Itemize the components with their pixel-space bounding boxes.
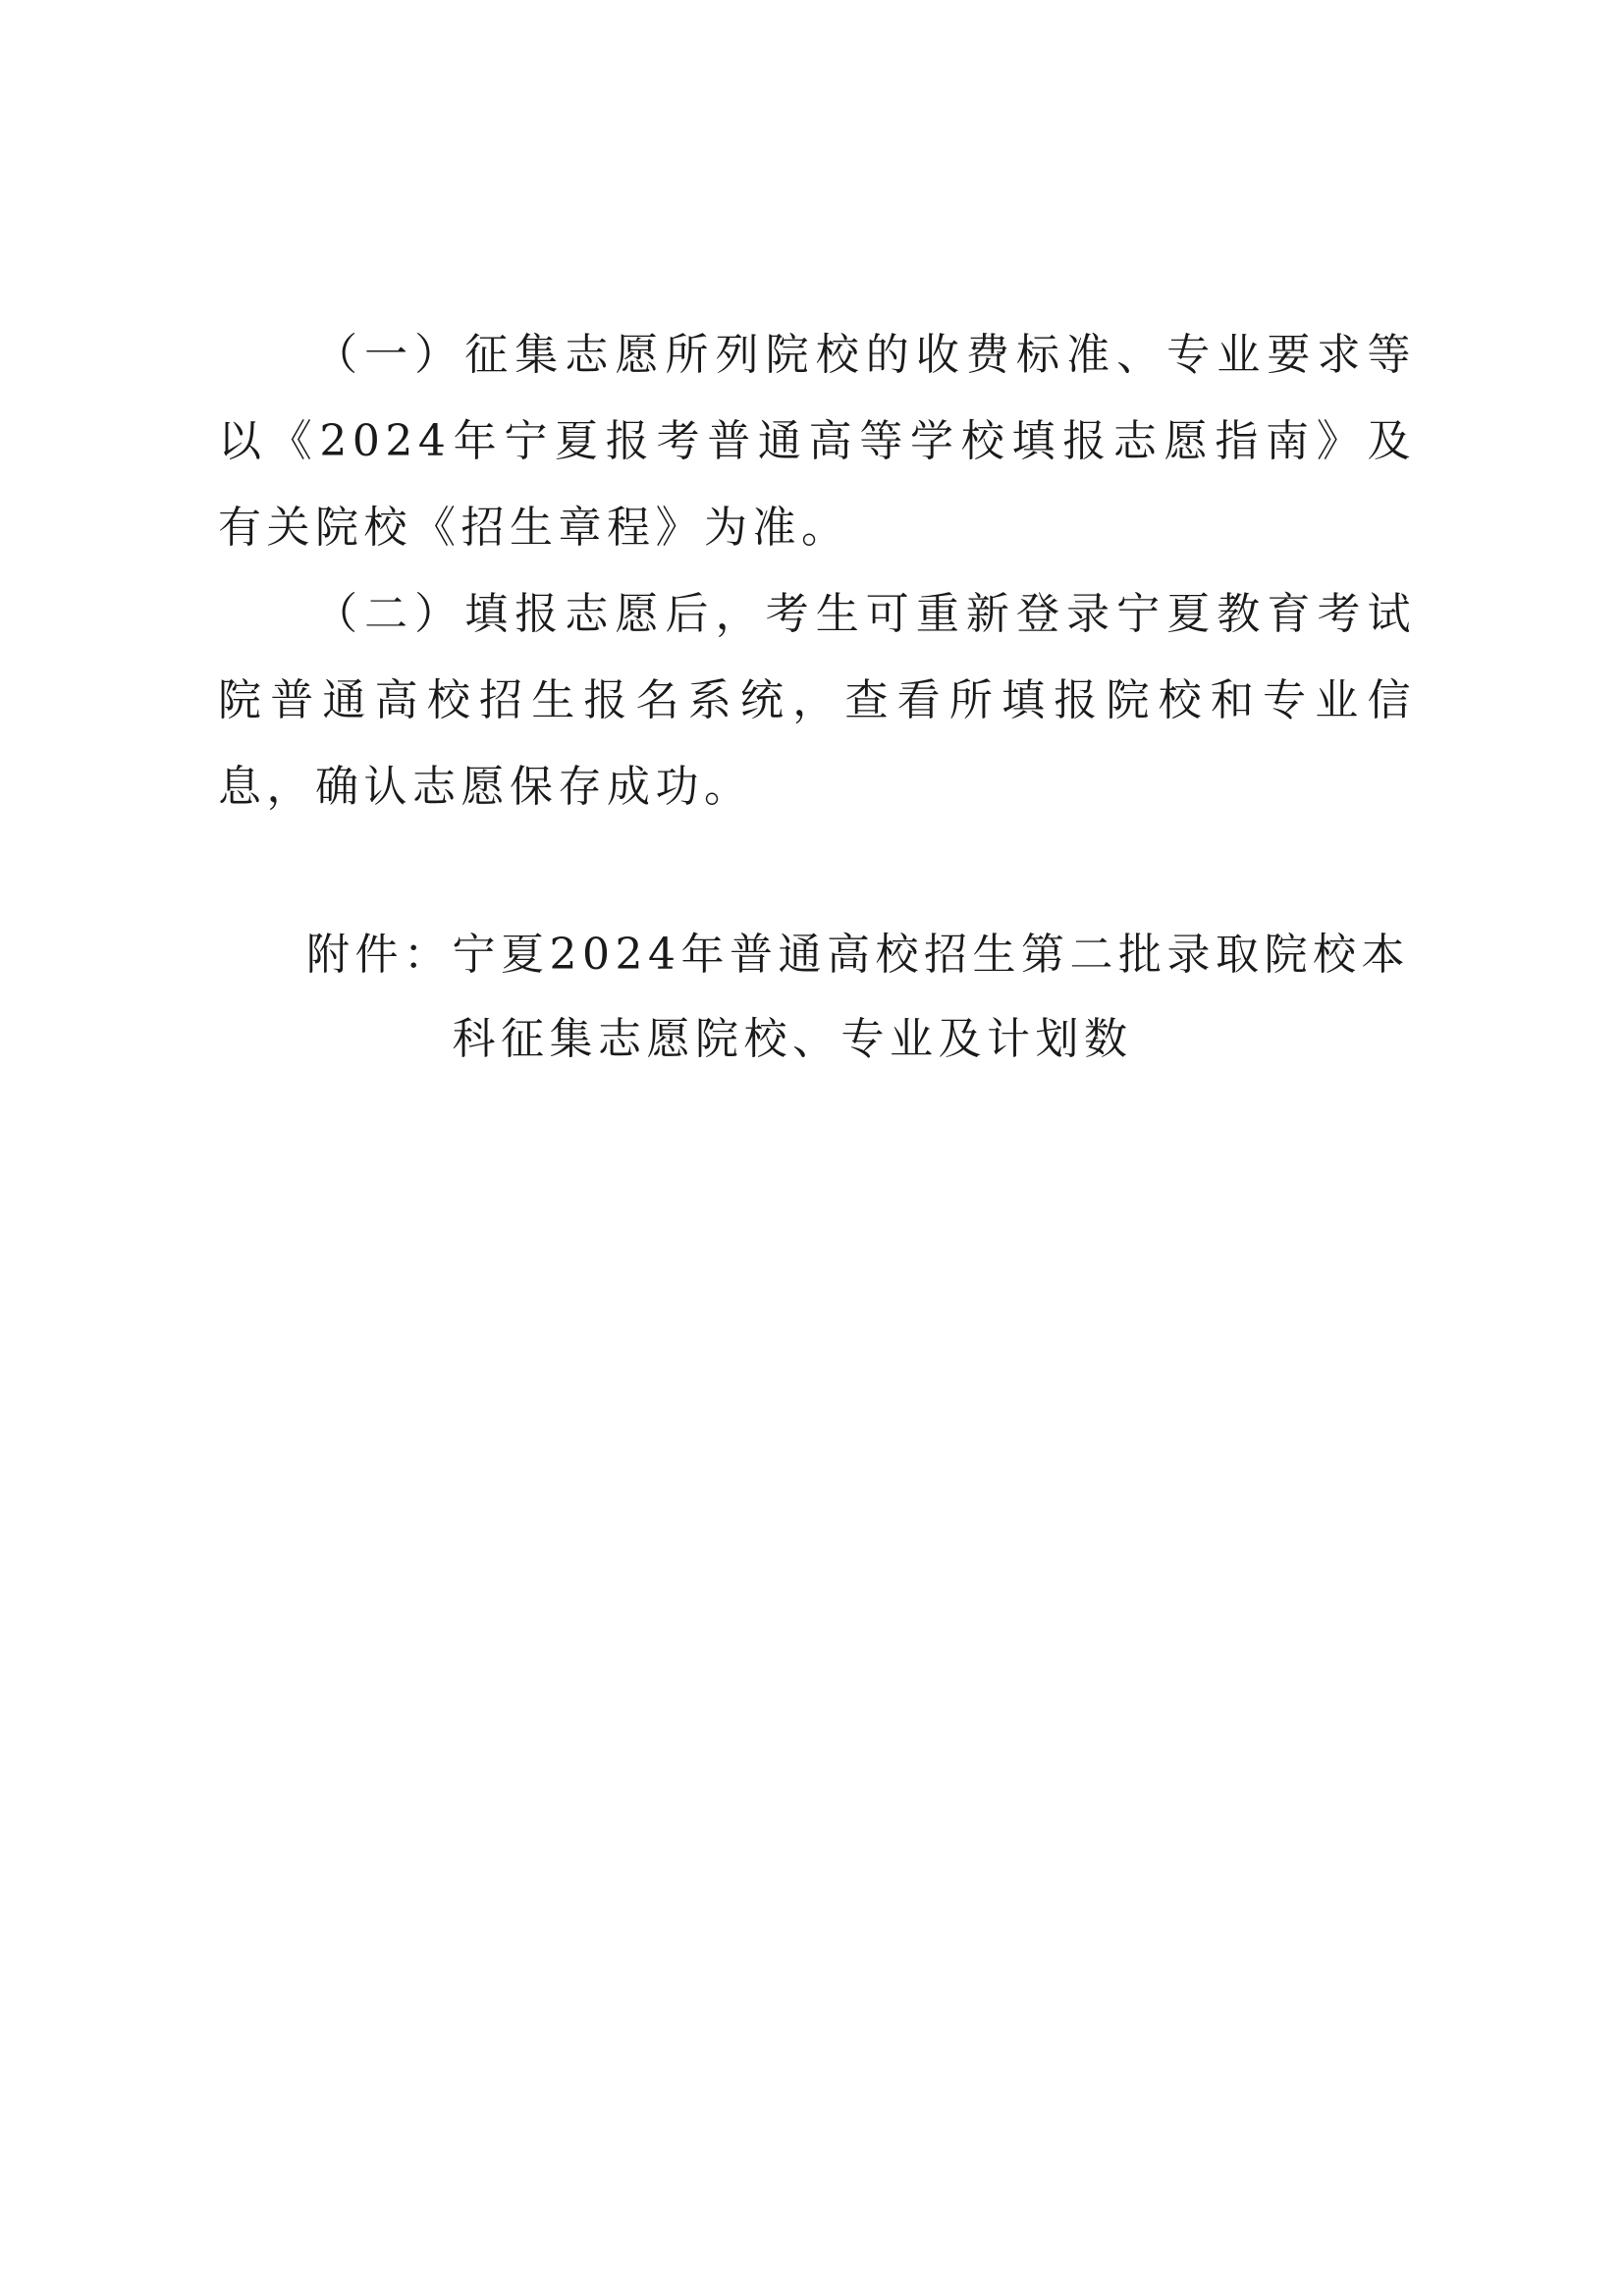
paragraph-confirm-application: （二）填报志愿后，考生可重新登录宁夏教育考试院普通高校招生报名系统，查看所填报院校和专业信息，确认志愿保存成功。 — [218, 589, 1416, 812]
attachment-note — [306, 913, 1416, 1082]
attachment-label: 附件： — [306, 930, 453, 980]
attachment-title: 宁夏2024年普通高校招生第二批录取院校本科征集志愿院校、专业及计划数 — [452, 930, 1410, 1064]
paragraph-fee-standards: （一）征集志愿所列院校的收费标准、专业要求等以《2024年宁夏报考普通高等学校填报志愿指南》及有关院校《招生章程》为准。 — [218, 330, 1416, 553]
document-body — [218, 312, 1416, 830]
